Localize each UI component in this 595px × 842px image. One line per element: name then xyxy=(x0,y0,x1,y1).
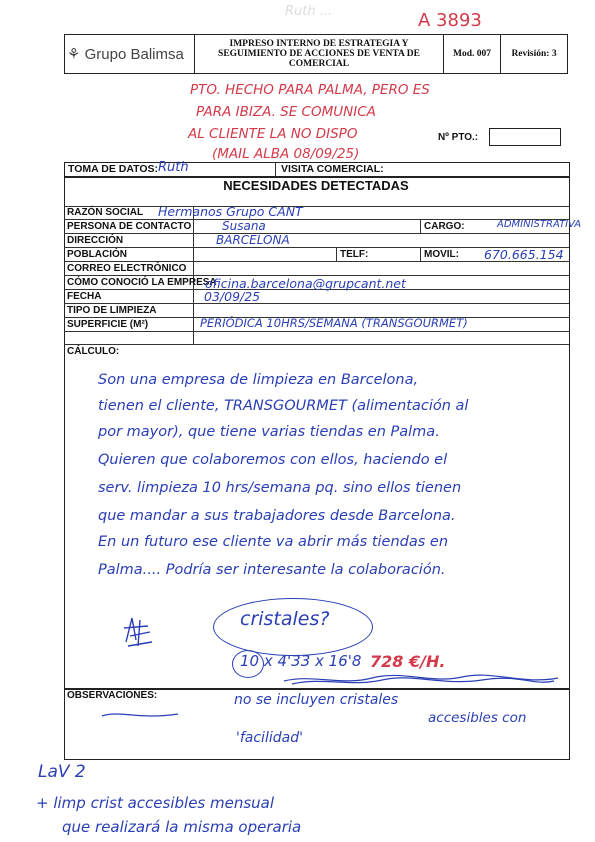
calculo-line: En un futuro ese cliente va abrir más tiendas en xyxy=(98,534,449,550)
conocio-value[interactable]: oficina.barcelona@grupcant.net xyxy=(205,276,406,291)
formula: 10 x 4'33 x 16'8 xyxy=(240,652,362,670)
observaciones-line: 'facilidad' xyxy=(236,730,303,746)
fecha-value[interactable]: 03/09/25 xyxy=(204,289,261,304)
faded-stamp: Ruth ... xyxy=(285,4,333,19)
tipo-value[interactable]: PERIÓDICA 10HRS/SEMANA (TRANSGOURMET) xyxy=(200,316,468,330)
superficie-label: SUPERFICIE (M²) xyxy=(67,319,149,330)
red-note-line: AL CLIENTE LA NO DISPO xyxy=(188,126,358,142)
persona-label: PERSONA DE CONTACTO xyxy=(67,221,192,232)
npto-label: Nº PTO.: xyxy=(438,132,479,143)
direccion-label: DIRECCIÓN xyxy=(67,235,124,246)
visita-label: VISITA COMERCIAL: xyxy=(281,163,384,175)
fecha-label: FECHA xyxy=(67,291,102,302)
calculo-line: serv. limpieza 10 hrs/semana pq. sino ellos tienen xyxy=(98,480,462,496)
price: 728 €/H. xyxy=(370,652,446,671)
document-code: A 3893 xyxy=(418,10,482,31)
observaciones-label: OBSERVACIONES: xyxy=(67,690,158,701)
calculo-line: por mayor), que tiene varias tiendas en Palma. xyxy=(98,424,440,440)
npto-field[interactable] xyxy=(489,128,561,146)
calculo-line: tienen el cliente, TRANSGOURMET (alimentación al xyxy=(98,398,469,414)
logo-text: Grupo Balimsa xyxy=(84,46,184,63)
tipo-label: TIPO DE LIMPIEZA xyxy=(67,305,157,316)
toma-label: TOMA DE DATOS: xyxy=(68,163,159,175)
toma-value[interactable]: Ruth xyxy=(158,160,189,175)
red-note-line: PTO. HECHO PARA PALMA, PERO ES xyxy=(190,82,430,98)
crossed-out-word xyxy=(100,706,180,722)
bottom-note-line: LaV 2 xyxy=(38,762,86,782)
poblacion-label: POBLACIÓN xyxy=(67,249,127,260)
section-title: NECESIDADES DETECTADAS xyxy=(223,178,409,193)
conocio-label: CÓMO CONOCIÓ LA EMPRESA xyxy=(67,277,217,288)
observaciones-line: no se incluyen cristales xyxy=(234,692,399,708)
calculo-line: Son una empresa de limpieza en Barcelona, xyxy=(98,372,419,388)
persona-value[interactable]: Susana xyxy=(222,219,266,233)
calculo-line: Palma.... Podría ser interesante la colaboración. xyxy=(98,562,446,578)
observaciones-line: accesibles con xyxy=(428,710,527,726)
red-note-line: PARA IBIZA. SE COMUNICA xyxy=(196,104,376,120)
telf-label: TELF: xyxy=(340,249,369,260)
cargo-label: CARGO: xyxy=(424,221,465,232)
logo-icon: ⚘ xyxy=(67,46,81,63)
movil-value[interactable]: 670.665.154 xyxy=(484,247,564,262)
razon-value[interactable]: Hermanos Grupo CANT xyxy=(158,204,303,219)
signature-scribble-icon xyxy=(118,612,158,652)
calculo-label: CÁLCULO: xyxy=(67,346,120,357)
movil-label: MOVIL: xyxy=(424,249,459,260)
calculo-line: que mandar a sus trabajadores desde Barcelona. xyxy=(98,508,456,524)
direccion-value[interactable]: BARCELONA xyxy=(216,233,290,247)
correo-label: CORREO ELECTRÓNICO xyxy=(67,263,187,274)
logo xyxy=(65,35,195,74)
document-header xyxy=(64,34,568,74)
crossed-out-text xyxy=(282,672,562,688)
cristales-question: cristales? xyxy=(240,608,330,630)
form-title: IMPRESO INTERNO DE ESTRATEGIA Y SEGUIMIENTO DE ACCIONES DE VENTA DE COMERCIAL xyxy=(195,35,444,74)
form-mod: Mod. 007 xyxy=(444,35,501,74)
red-note-line: (MAIL ALBA 08/09/25) xyxy=(212,146,360,162)
bottom-note-line: que realizará la misma operaria xyxy=(62,818,302,836)
bottom-note-line: + limp crist accesibles mensual xyxy=(36,794,275,812)
razon-label: RAZÓN SOCIAL xyxy=(67,207,144,218)
form-revision: Revisión: 3 xyxy=(501,35,568,74)
calculo-line: Quieren que colaboremos con ellos, haciendo el xyxy=(98,452,448,468)
cargo-value[interactable]: ADMINISTRATIVA xyxy=(497,219,582,230)
